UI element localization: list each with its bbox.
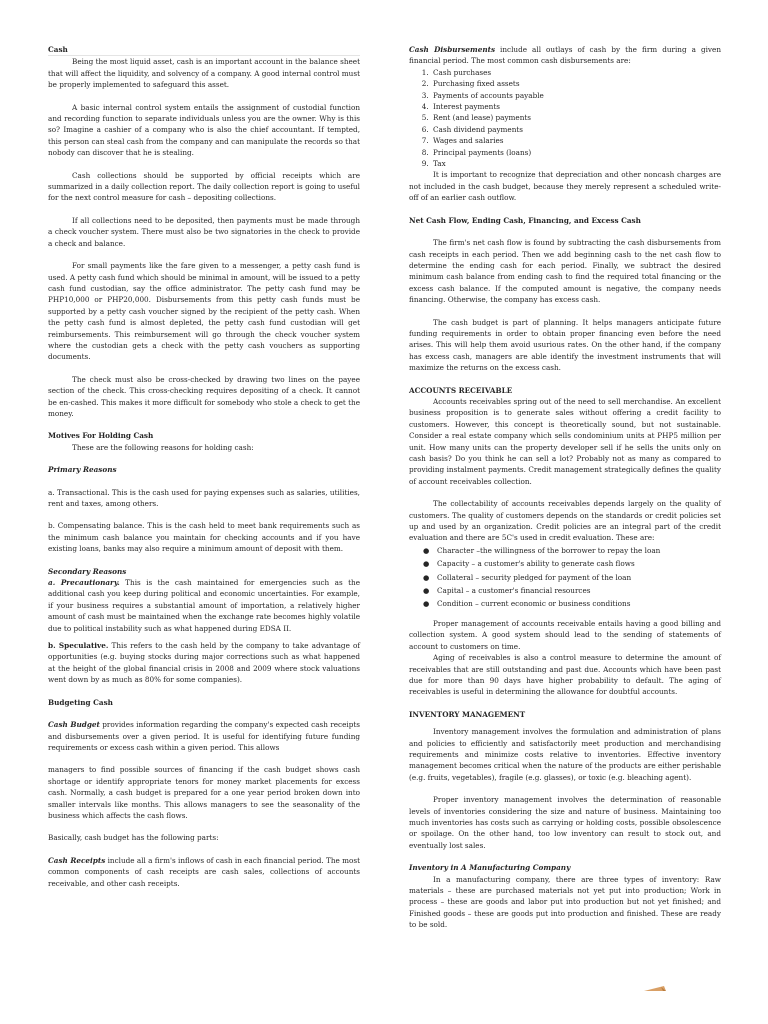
paragraph: managers to find possible sources of financing if the cash budget shows cash shortage or identify appropriate tenors for money market placements for excess cash. Normally, a cash budget is prepared for a one year period broken down into smaller intervals like months. This allows managers to see the seasonality of the business which affects the cash flows. [48,765,360,820]
paragraph: For small payments like the fare given to a messenger, a petty cash fund is used. A petty cash fund which should be minimal in amount, will be issued to a petty cash fund custodian, say the office administrator. The petty cash fund may be PHP10,000 or PHP20,000. Disbursements from this petty cash funds must be supported by a petty cash voucher signed by the recipient of the petty cash. When the petty cash fund is almost depleted, the petty cash fund custodian will get reimbursements. This reimbursement will go through the check voucher system where the custodian gets a check with the petty cash vouchers as supporting documents. [48,261,360,362]
five-cs-list [409,545,721,610]
list-item: 6. Cash dividend payments [431,124,721,135]
list-item: ● Condition – current economic or business conditions [423,599,631,609]
paragraph: Inventory management involves the formulation and administration of plans and policies to efficiently and satisfactorily meet production and merchandising requirements and minimize costs relative to inventories. Effective inventory management becomes critical when the nature of the products are either perishable (e.g. fruits, vegetables), fragile (e.g. glasses), or toxic (e.g. bleaching agent). [409,727,721,782]
list-item: 1. Cash purchases [431,67,721,78]
paragraph: These are the following reasons for holding cash: [72,442,254,452]
list-item: ● Character –the willingness of the borrower to repay the loan [423,545,661,555]
paragraph: Aging of receivables is also a control measure to determine the amount of receivables that are still outstanding and past due. Accounts which have been past due for more than 90 days have higher probability to default. The aging of receivables is useful in determining the allowance for doubtful accounts. [409,653,721,697]
inventory-heading: INVENTORY MANAGEMENT [409,709,526,719]
list-item: 4. Interest payments [431,101,721,112]
motives-heading: Motives For Holding Cash [48,431,154,441]
net-cash-flow-heading: Net Cash Flow, Ending Cash, Financing, and Excess Cash [409,215,641,225]
secondary-reasons-heading: Secondary Reasons [48,566,127,576]
paragraph: Basically, cash budget has the following parts: [48,833,219,843]
paragraph [48,855,360,889]
list-item: 8. Principal payments (loans) [431,147,721,158]
list-item: ● Capacity – a customer's ability to generate cash flows [423,559,635,569]
term-label: b. Speculative. [48,641,109,651]
list-item: 2. Purchasing fixed assets [431,78,721,89]
term-label: Cash Disbursements [409,45,496,54]
paragraph [48,577,360,634]
paragraph: The collectability of accounts receivables depends largely on the quality of customers. The quality of customers depends on the standards or credit policies set up and used by an organization. Credit policies are an integral part of the credit evaluation and there are 5C's used in credit evaluation. These are: [409,499,721,543]
list-item: ● Collateral – security pledged for payment of the loan [423,572,632,582]
list-item: 5. Rent (and lease) payments [431,112,721,123]
left-column [48,44,360,889]
paragraph: The cash budget is part of planning. It helps managers anticipate future funding requirements in order to obtain proper financing even before the need arises. This will help them avoid usurious rates. On the other hand, if the company has excess cash, managers are able identify the investment instruments that will maximize the returns on the excess cash. [409,317,721,373]
list-item: 7. Wages and salaries [431,135,721,146]
paragraph: Accounts receivables spring out of the need to sell merchandise. An excellent business proposition is to generate sales without offering a credit facility to customers. However, this concept is theoretically sound, but not sustainable. Consider a real estate company which sells condominium units at PHP5 million per unit. How many units can the property developer sell if he sells the units only on cash basis? Do you think he can sell a lot? Probably not as many as compared to providing instalment payments. Credit management strategically defines the quality of account receivables collection. [409,396,721,486]
paragraph: The check must also be cross-checked by drawing two lines on the payee section of the check. This cross-checking requires depositing of a check. It cannot be en-cashed. This makes it more difficult for somebody who stole a check to get the money. [48,374,360,418]
budgeting-heading: Budgeting Cash [48,697,113,707]
paragraph [48,640,360,686]
term-text: include all a firm's inflows of cash in each financial period. The most common components of cash receipts are cash sales, collections of accounts receivable, and other cash receipts. [48,855,360,888]
term-text: include all outlays of cash by the firm during a given financial period. The most common cash disbursements are: [409,45,721,66]
term-text: This refers to the cash held by the company to take advantage of opportunities (e.g. buying stocks during major corrections such as what happened at the height of the global financial crisis in 2008 and 2009 where stock valuations went down by as much as 80% for some companies). [48,641,361,685]
term-label: Cash Receipts [48,855,106,865]
paragraph: It is important to recognize that depreciation and other noncash charges are not included in the cash budget, because they merely represent a scheduled write-off of an earlier cash outflow. [409,170,721,203]
paragraph: In a manufacturing company, there are three types of inventory: Raw materials – these are purchased materials not yet put into production; Work in process – these are goods and labor put into production but not yet finished; and Finished goods – these are goods put into production and finished. These are ready to be sold. [409,874,721,930]
term-label: a. Precautionary. [48,578,120,588]
paragraph: If all collections need to be deposited, then payments must be made through a check voucher system. There must also be two signatories in the check to provide a check and balance. [48,215,360,248]
paragraph: Proper management of accounts receivable entails having a good billing and collection system. A good system should lead to the sending of statements of account to customers on time. [409,618,721,651]
term-text: This is the cash maintained for emergencies such as the additional cash you keep during political and economic uncertainties. For example, if your business requires a substantial amount of importation, a relatively higher amount of cash must be maintained when the exchange rate becomes highly volatile due to political instability such as what happened during EDSA II. [48,578,360,633]
term-label: Cash Budget [48,720,100,730]
pencil-icon [644,985,666,993]
list-item: 3. Payments of accounts payable [431,90,721,101]
disbursements-list [409,67,721,170]
paragraph: Proper inventory management involves the determination of reasonable levels of inventories considering the size and nature of business. Maintaining too much inventories has costs such as carrying or holding costs, possible obsolescence or spoilage. On the other hand, too low inventory can result to stock out, and eventually lost sales. [409,795,721,850]
term-text: provides information regarding the company's expected cash receipts and disbursements over a given period. It is useful for identifying future funding requirements or excess cash within a given period. This allows [48,720,360,752]
right-column [409,44,721,931]
paragraph: A basic internal control system entails the assignment of custodial function and recording function to separate individuals unless you are the owner. Why is this so? Imagine a cashier of a company who is also the chief accountant. If tempted, this person can steal cash from the company and can manipulate the records so that nobody can discover that he is stealing. [48,102,360,158]
cash-heading: Cash [48,45,68,54]
inventory-manufacturing-heading: Inventory in A Manufacturing Company [409,863,571,873]
list-item: 9. Tax [431,158,721,169]
paragraph: Cash collections should be supported by official receipts which are summarized in a daily collection report. The daily collection report is going to useful for the next control measure for cash – depositing collections. [48,170,360,203]
list-item: ● Capital – a customer's financial resources [423,586,591,596]
paragraph [409,44,721,67]
paragraph: a. Transactional. This is the cash used for paying expenses such as salaries, utilities, rent and taxes, among others. [48,487,360,508]
paragraph: b. Compensating balance. This is the cash held to meet bank requirements such as the minimum cash balance you maintain for checking accounts and if you have existing loans, banks may also require a minimum amount of deposit with them. [48,521,360,554]
primary-reasons-heading: Primary Reasons [48,465,117,475]
accounts-receivable-heading: ACCOUNTS RECEIVABLE [409,385,513,395]
paragraph: Being the most liquid asset, cash is an important account in the balance sheet that will affect the liquidity, and solvency of a company. A good internal control must be properly implemented to safeguard this asset. [48,57,360,90]
paragraph: The firm's net cash flow is found by subtracting the cash disbursements from cash receipts in each period. Then we add beginning cash to the net cash flow to determine the ending cash for each period. Finally, we subtract the desired minimum cash balance from ending cash to find the required total financing or the excess cash balance. If the computed amount is negative, the company needs financing. Otherwise, the company has excess cash. [409,238,721,305]
paragraph [48,719,360,753]
